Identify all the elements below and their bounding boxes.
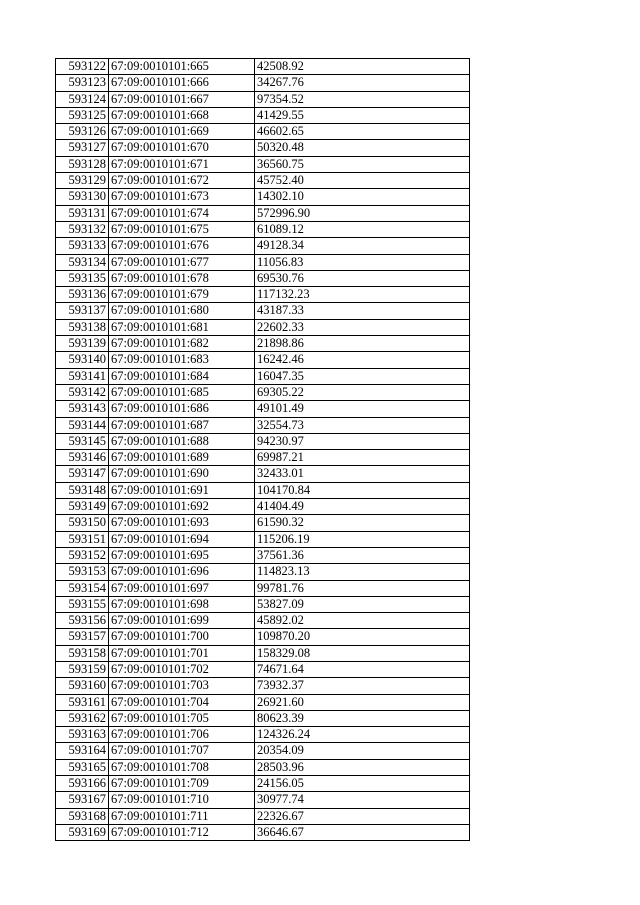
value-cell: 73932.37	[255, 678, 470, 694]
table-row	[56, 596, 470, 612]
value-cell: 49128.34	[255, 238, 470, 254]
row-id-cell: 593136	[56, 287, 109, 303]
table-row	[56, 401, 470, 417]
row-id-cell: 593168	[56, 808, 109, 824]
value-cell: 109870.20	[255, 629, 470, 645]
row-id-cell: 593143	[56, 401, 109, 417]
table-row	[56, 792, 470, 808]
value-cell: 24156.05	[255, 776, 470, 792]
row-id-cell: 593147	[56, 466, 109, 482]
cadastral-number-cell: 67:09:0010101:699	[109, 613, 255, 629]
table-row	[56, 189, 470, 205]
table-row	[56, 336, 470, 352]
table-row	[56, 547, 470, 563]
value-cell: 97354.52	[255, 91, 470, 107]
value-cell: 158329.08	[255, 645, 470, 661]
table-row	[56, 254, 470, 270]
value-cell: 50320.48	[255, 140, 470, 156]
value-cell: 43187.33	[255, 303, 470, 319]
table-row	[56, 270, 470, 286]
cadastral-number-cell: 67:09:0010101:702	[109, 661, 255, 677]
table-row	[56, 433, 470, 449]
row-id-cell: 593124	[56, 91, 109, 107]
cadastral-number-cell: 67:09:0010101:665	[109, 59, 255, 75]
value-cell: 36560.75	[255, 156, 470, 172]
table-row	[56, 417, 470, 433]
cadastral-number-cell: 67:09:0010101:680	[109, 303, 255, 319]
row-id-cell: 593135	[56, 270, 109, 286]
table-row	[56, 140, 470, 156]
value-cell: 74671.64	[255, 661, 470, 677]
row-id-cell: 593131	[56, 205, 109, 221]
value-cell: 32433.01	[255, 466, 470, 482]
value-cell: 49101.49	[255, 401, 470, 417]
row-id-cell: 593134	[56, 254, 109, 270]
table-row	[56, 303, 470, 319]
value-cell: 115206.19	[255, 531, 470, 547]
row-id-cell: 593153	[56, 564, 109, 580]
table-body	[56, 59, 470, 841]
row-id-cell: 593152	[56, 547, 109, 563]
cadastral-number-cell: 67:09:0010101:695	[109, 547, 255, 563]
cadastral-number-cell: 67:09:0010101:712	[109, 824, 255, 840]
row-id-cell: 593130	[56, 189, 109, 205]
row-id-cell: 593169	[56, 824, 109, 840]
row-id-cell: 593166	[56, 776, 109, 792]
table-row	[56, 156, 470, 172]
row-id-cell: 593145	[56, 433, 109, 449]
value-cell: 37561.36	[255, 547, 470, 563]
value-cell: 94230.97	[255, 433, 470, 449]
cadastral-number-cell: 67:09:0010101:670	[109, 140, 255, 156]
table-row	[56, 59, 470, 75]
row-id-cell: 593155	[56, 596, 109, 612]
row-id-cell: 593125	[56, 107, 109, 123]
value-cell: 22602.33	[255, 319, 470, 335]
cadastral-number-cell: 67:09:0010101:701	[109, 645, 255, 661]
cadastral-number-cell: 67:09:0010101:679	[109, 287, 255, 303]
value-cell: 21898.86	[255, 336, 470, 352]
cadastral-number-cell: 67:09:0010101:681	[109, 319, 255, 335]
value-cell: 46602.65	[255, 124, 470, 140]
table-row	[56, 173, 470, 189]
table-row	[56, 205, 470, 221]
cadastral-number-cell: 67:09:0010101:700	[109, 629, 255, 645]
table-row	[56, 613, 470, 629]
row-id-cell: 593140	[56, 352, 109, 368]
row-id-cell: 593139	[56, 336, 109, 352]
row-id-cell: 593144	[56, 417, 109, 433]
table-row	[56, 238, 470, 254]
cadastral-number-cell: 67:09:0010101:675	[109, 221, 255, 237]
cadastral-number-cell: 67:09:0010101:704	[109, 694, 255, 710]
value-cell: 124326.24	[255, 727, 470, 743]
cadastral-number-cell: 67:09:0010101:694	[109, 531, 255, 547]
cadastral-number-cell: 67:09:0010101:697	[109, 580, 255, 596]
table-row	[56, 107, 470, 123]
row-id-cell: 593148	[56, 482, 109, 498]
value-cell: 26921.60	[255, 694, 470, 710]
cadastral-number-cell: 67:09:0010101:706	[109, 727, 255, 743]
value-cell: 34267.76	[255, 75, 470, 91]
table-row	[56, 368, 470, 384]
value-cell: 80623.39	[255, 710, 470, 726]
table-row	[56, 482, 470, 498]
row-id-cell: 593160	[56, 678, 109, 694]
cadastral-number-cell: 67:09:0010101:687	[109, 417, 255, 433]
row-id-cell: 593129	[56, 173, 109, 189]
cadastral-number-cell: 67:09:0010101:667	[109, 91, 255, 107]
cadastral-number-cell: 67:09:0010101:668	[109, 107, 255, 123]
row-id-cell: 593133	[56, 238, 109, 254]
table-row	[56, 759, 470, 775]
value-cell: 104170.84	[255, 482, 470, 498]
table-row	[56, 221, 470, 237]
cadastral-number-cell: 67:09:0010101:709	[109, 776, 255, 792]
row-id-cell: 593132	[56, 221, 109, 237]
value-cell: 36646.67	[255, 824, 470, 840]
cadastral-number-cell: 67:09:0010101:666	[109, 75, 255, 91]
value-cell: 69305.22	[255, 384, 470, 400]
value-cell: 61590.32	[255, 515, 470, 531]
value-cell: 22326.67	[255, 808, 470, 824]
row-id-cell: 593161	[56, 694, 109, 710]
value-cell: 41429.55	[255, 107, 470, 123]
table-row	[56, 564, 470, 580]
value-cell: 61089.12	[255, 221, 470, 237]
value-cell: 114823.13	[255, 564, 470, 580]
cadastral-number-cell: 67:09:0010101:690	[109, 466, 255, 482]
row-id-cell: 593164	[56, 743, 109, 759]
row-id-cell: 593142	[56, 384, 109, 400]
cadastral-number-cell: 67:09:0010101:696	[109, 564, 255, 580]
table-row	[56, 743, 470, 759]
value-cell: 69987.21	[255, 450, 470, 466]
table-row	[56, 450, 470, 466]
cadastral-number-cell: 67:09:0010101:683	[109, 352, 255, 368]
row-id-cell: 593149	[56, 499, 109, 515]
row-id-cell: 593141	[56, 368, 109, 384]
value-cell: 99781.76	[255, 580, 470, 596]
table-row	[56, 515, 470, 531]
row-id-cell: 593159	[56, 661, 109, 677]
row-id-cell: 593165	[56, 759, 109, 775]
table-row	[56, 352, 470, 368]
value-cell: 53827.09	[255, 596, 470, 612]
cadastral-number-cell: 67:09:0010101:676	[109, 238, 255, 254]
cadastral-number-cell: 67:09:0010101:692	[109, 499, 255, 515]
cadastral-number-cell: 67:09:0010101:684	[109, 368, 255, 384]
table-row	[56, 319, 470, 335]
table-row	[56, 645, 470, 661]
table-row	[56, 124, 470, 140]
value-cell: 30977.74	[255, 792, 470, 808]
row-id-cell: 593167	[56, 792, 109, 808]
cadastral-number-cell: 67:09:0010101:685	[109, 384, 255, 400]
row-id-cell: 593151	[56, 531, 109, 547]
cadastral-number-cell: 67:09:0010101:671	[109, 156, 255, 172]
value-cell: 11056.83	[255, 254, 470, 270]
cadastral-number-cell: 67:09:0010101:677	[109, 254, 255, 270]
table-row	[56, 678, 470, 694]
table-row	[56, 808, 470, 824]
cadastral-number-cell: 67:09:0010101:691	[109, 482, 255, 498]
value-cell: 16047.35	[255, 368, 470, 384]
cadastral-number-cell: 67:09:0010101:711	[109, 808, 255, 824]
table-row	[56, 694, 470, 710]
table-row	[56, 466, 470, 482]
row-id-cell: 593127	[56, 140, 109, 156]
table-row	[56, 710, 470, 726]
cadastral-number-cell: 67:09:0010101:686	[109, 401, 255, 417]
row-id-cell: 593123	[56, 75, 109, 91]
cadastral-number-cell: 67:09:0010101:688	[109, 433, 255, 449]
value-cell: 20354.09	[255, 743, 470, 759]
table-row	[56, 499, 470, 515]
cadastral-number-cell: 67:09:0010101:698	[109, 596, 255, 612]
cadastral-number-cell: 67:09:0010101:707	[109, 743, 255, 759]
table-row	[56, 384, 470, 400]
row-id-cell: 593157	[56, 629, 109, 645]
row-id-cell: 593126	[56, 124, 109, 140]
row-id-cell: 593162	[56, 710, 109, 726]
value-cell: 28503.96	[255, 759, 470, 775]
data-table	[55, 58, 470, 841]
row-id-cell: 593122	[56, 59, 109, 75]
table-row	[56, 776, 470, 792]
table-row	[56, 75, 470, 91]
value-cell: 69530.76	[255, 270, 470, 286]
table-row	[56, 580, 470, 596]
row-id-cell: 593150	[56, 515, 109, 531]
cadastral-number-cell: 67:09:0010101:710	[109, 792, 255, 808]
value-cell: 572996.90	[255, 205, 470, 221]
cadastral-number-cell: 67:09:0010101:705	[109, 710, 255, 726]
value-cell: 117132.23	[255, 287, 470, 303]
cadastral-number-cell: 67:09:0010101:689	[109, 450, 255, 466]
value-cell: 45752.40	[255, 173, 470, 189]
table-row	[56, 287, 470, 303]
cadastral-number-cell: 67:09:0010101:682	[109, 336, 255, 352]
row-id-cell: 593146	[56, 450, 109, 466]
row-id-cell: 593158	[56, 645, 109, 661]
value-cell: 45892.02	[255, 613, 470, 629]
cadastral-number-cell: 67:09:0010101:678	[109, 270, 255, 286]
cadastral-number-cell: 67:09:0010101:672	[109, 173, 255, 189]
value-cell: 32554.73	[255, 417, 470, 433]
cadastral-number-cell: 67:09:0010101:673	[109, 189, 255, 205]
cadastral-number-cell: 67:09:0010101:674	[109, 205, 255, 221]
row-id-cell: 593137	[56, 303, 109, 319]
table-row	[56, 661, 470, 677]
row-id-cell: 593128	[56, 156, 109, 172]
row-id-cell: 593156	[56, 613, 109, 629]
cadastral-number-cell: 67:09:0010101:669	[109, 124, 255, 140]
value-cell: 16242.46	[255, 352, 470, 368]
value-cell: 42508.92	[255, 59, 470, 75]
cadastral-number-cell: 67:09:0010101:708	[109, 759, 255, 775]
row-id-cell: 593163	[56, 727, 109, 743]
row-id-cell: 593138	[56, 319, 109, 335]
table-row	[56, 531, 470, 547]
value-cell: 14302.10	[255, 189, 470, 205]
table-row	[56, 727, 470, 743]
row-id-cell: 593154	[56, 580, 109, 596]
table-row	[56, 91, 470, 107]
cadastral-number-cell: 67:09:0010101:703	[109, 678, 255, 694]
cadastral-number-cell: 67:09:0010101:693	[109, 515, 255, 531]
table-row	[56, 824, 470, 840]
value-cell: 41404.49	[255, 499, 470, 515]
table-row	[56, 629, 470, 645]
